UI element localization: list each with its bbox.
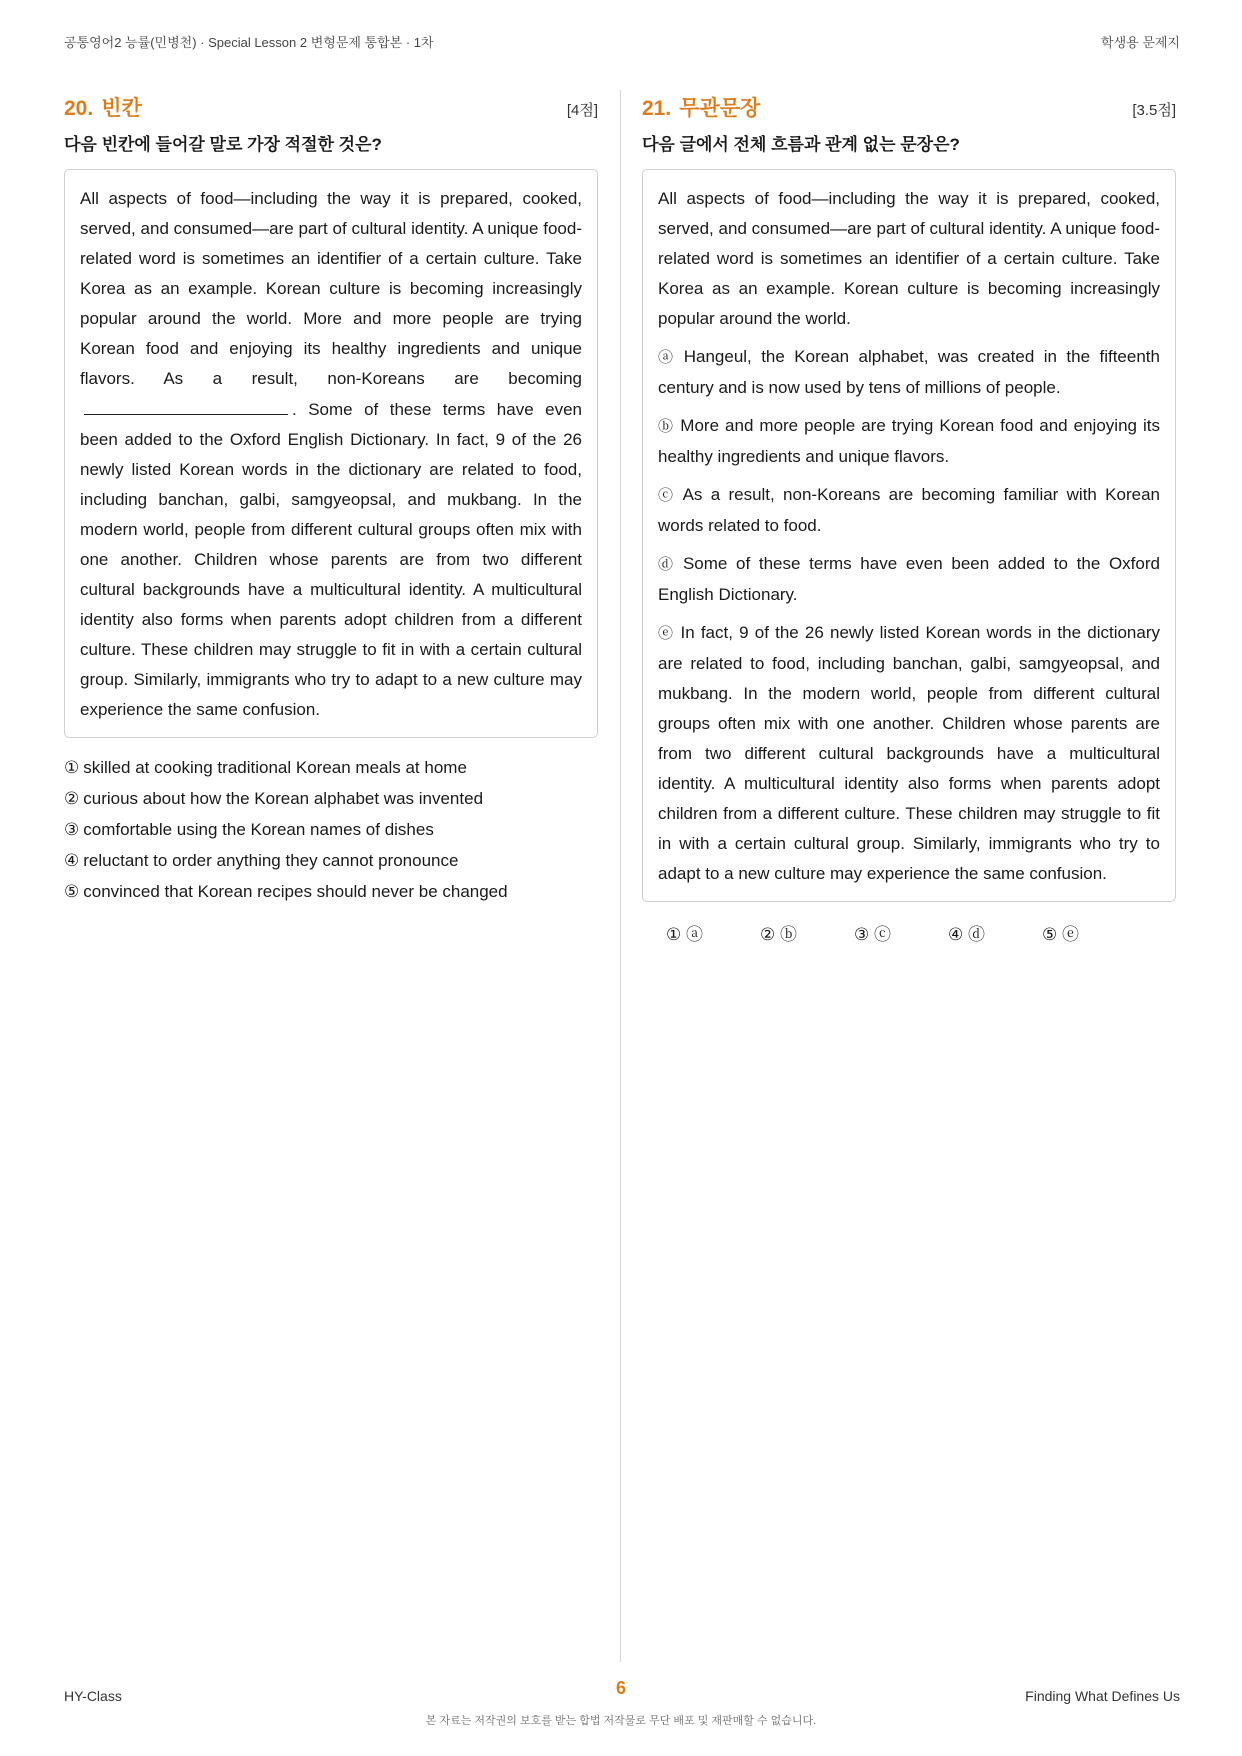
sentence-a	[658, 342, 1160, 403]
question-number	[642, 92, 760, 122]
answer-choices	[642, 920, 1176, 945]
header-title: 공통영어2 능률(민병천) · Special Lesson 2 변형문제 통합본 · 1차	[64, 34, 434, 50]
question-prompt: 다음 빈칸에 들어갈 말로 가장 적절한 것은?	[64, 135, 382, 154]
option-number: ⑤	[64, 882, 80, 901]
choice-2[interactable]: ② ⓑ	[760, 925, 797, 944]
question-prompt: 다음 글에서 전체 흐름과 관계 없는 문장은?	[642, 135, 960, 154]
sentence-text: Hangeul, the Korean alphabet, was created in the fifteenth century and is now used by tens of millions of people.	[658, 347, 1160, 397]
page-number: 6	[615, 1678, 626, 1698]
option-text: reluctant to order anything they cannot pronounce	[83, 851, 459, 870]
sentence-marker: ⓒ	[658, 487, 677, 504]
option-4[interactable]	[64, 845, 598, 876]
question-points: [3.5점]	[1132, 102, 1176, 119]
passage-box	[64, 169, 598, 738]
option-text: curious about how the Korean alphabet was invented	[83, 789, 484, 808]
sentence-text: More and more people are trying Korean food and enjoying its healthy ingredients and unique flavors.	[658, 416, 1160, 466]
question-20	[64, 92, 598, 907]
question-points: [4점]	[566, 102, 598, 119]
option-3[interactable]	[64, 814, 598, 845]
passage-intro: All aspects of food—including the way it is prepared, cooked, served, and consumed—are part of cultural identity. A unique food-related word is sometimes an identifier of a certain culture. Take Korea as an example. Korean culture is becoming increasingly popular around the world.	[658, 189, 1160, 328]
column-divider	[620, 90, 621, 1662]
option-5[interactable]	[64, 876, 598, 907]
question-number-text: 20.	[64, 97, 94, 120]
question-21	[642, 92, 1176, 945]
passage-text-before: All aspects of food—including the way it is prepared, cooked, served, and consumed—are part of cultural identity. A unique food-related word is sometimes an identifier of a certain culture. Take Korea as an example. Korean culture is becoming increasingly popular around the world. More and more people are trying Korean food and enjoying its healthy ingredients and unique flavors. As a result, non-Koreans are becoming	[80, 189, 582, 388]
option-number: ③	[64, 820, 80, 839]
option-text: skilled at cooking traditional Korean meals at home	[83, 758, 467, 777]
option-2[interactable]	[64, 783, 598, 814]
option-number: ②	[64, 789, 80, 808]
footer-brand: HY-Class	[64, 1688, 122, 1704]
sentence-d	[658, 549, 1160, 610]
question-number-text: 21.	[642, 97, 672, 120]
header-label: 학생용 문제지	[1101, 34, 1180, 50]
choice-3[interactable]: ③ ⓒ	[854, 925, 891, 944]
page-header	[64, 30, 1180, 52]
passage-box	[642, 169, 1176, 902]
sentence-b	[658, 411, 1160, 472]
choice-5[interactable]: ⑤ ⓔ	[1042, 925, 1079, 944]
copyright-notice: 본 자료는 저작권의 보호를 받는 합법 저작물로 무단 배포 및 재판매할 수 없습니다.	[425, 1715, 817, 1727]
answer-blank	[84, 394, 288, 415]
option-number: ①	[64, 758, 80, 777]
footer-lesson-title: Finding What Defines Us	[1025, 1688, 1180, 1704]
question-type: 무관문장	[679, 97, 761, 120]
question-number	[64, 92, 142, 122]
question-type: 빈칸	[101, 97, 142, 120]
choice-4[interactable]: ④ ⓓ	[948, 925, 985, 944]
answer-options	[64, 752, 598, 907]
option-number: ④	[64, 851, 80, 870]
question-header	[642, 92, 1176, 120]
sentence-text: As a result, non-Koreans are becoming familiar with Korean words related to food.	[658, 485, 1160, 535]
option-text: convinced that Korean recipes should never be changed	[83, 882, 508, 901]
sentence-marker: ⓑ	[658, 418, 675, 435]
sentence-marker: ⓐ	[658, 349, 678, 366]
option-1[interactable]	[64, 752, 598, 783]
sentence-c	[658, 480, 1160, 541]
sentence-marker: ⓓ	[658, 556, 677, 573]
sentence-e	[658, 618, 1160, 889]
option-text: comfortable using the Korean names of dishes	[83, 820, 434, 839]
sentence-text: In fact, 9 of the 26 newly listed Korean words in the dictionary are related to food, including banchan, galbi, samgyeopsal, and mukbang. In the modern world, people from different cultural groups often mix with one another. Children whose parents are from two different cultural backgrounds have a multicultural identity. A multicultural identity also forms when parents adopt children from a different culture. These children may struggle to fit in with a certain cultural group. Similarly, immigrants who try to adapt to a new culture may experience the same confusion.	[658, 623, 1160, 883]
passage-text-after: . Some of these terms have even been added to the Oxford English Dictionary. In fact, 9 of the 26 newly listed Korean words in the dictionary are related to food, including banchan, galbi, samgyeopsal, and mukbang. In the modern world, people from different cultural groups often mix with one another. Children whose parents are from two different cultural backgrounds have a multicultural identity. A multicultural identity also forms when parents adopt children from a different culture. These children may struggle to fit in with a certain cultural group. Similarly, immigrants who try to adapt to a new culture may experience the same confusion.	[80, 400, 582, 719]
sentence-text: Some of these terms have even been added to the Oxford English Dictionary.	[658, 554, 1160, 604]
question-header	[64, 92, 598, 120]
sentence-marker: ⓔ	[658, 625, 675, 642]
choice-1[interactable]: ① ⓐ	[666, 925, 703, 944]
